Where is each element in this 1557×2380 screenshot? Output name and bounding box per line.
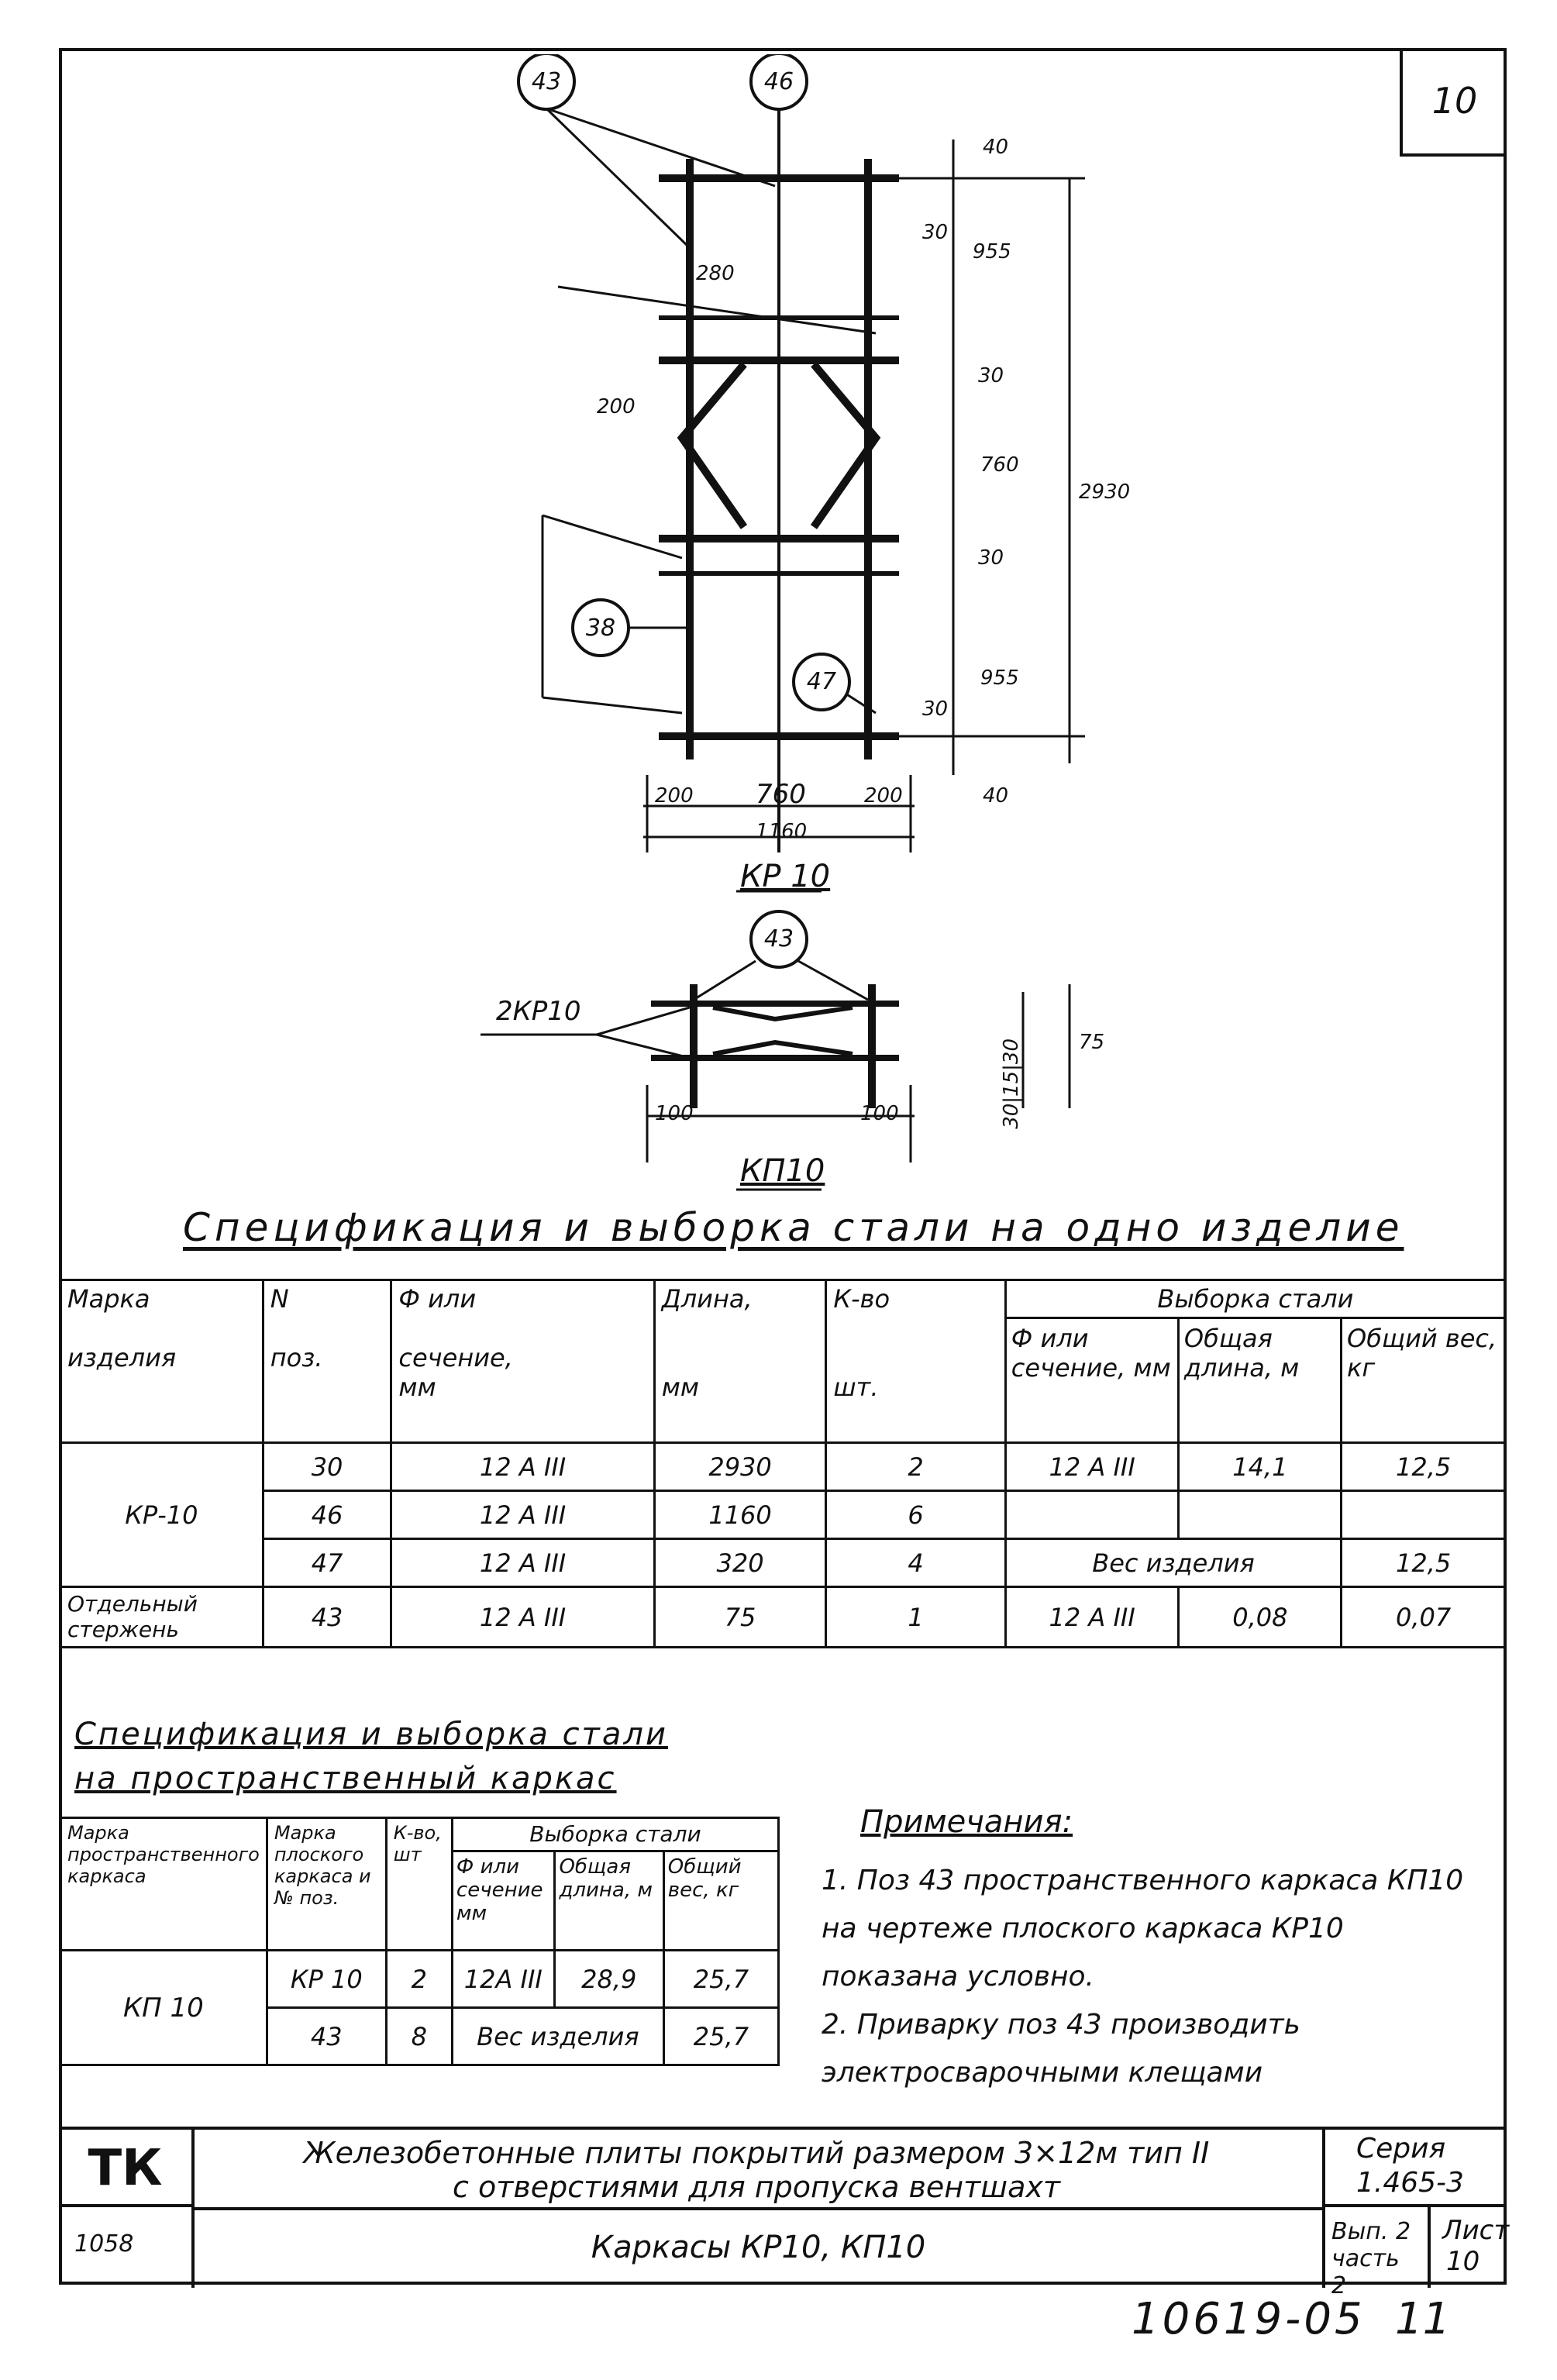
spec2-title-1: Спецификация и выборка стали [74, 1717, 668, 1752]
spec1-len: 75 [654, 1587, 826, 1648]
spec1-h-sel-len: Общая длина, м [1180, 1319, 1342, 1441]
spec2-w: 25,7 [663, 2008, 778, 2065]
spec1-h-len-2: мм [661, 1373, 699, 1402]
kp10-caption: КП10 [740, 1153, 825, 1189]
spec1-h-mark-2: изделия [67, 1343, 177, 1373]
dim-760-horizontal: 760 [756, 779, 806, 810]
spec1-h-selection [1005, 1280, 1505, 1443]
spec1-h-mark [60, 1280, 264, 1443]
spec2-row [60, 1951, 779, 2008]
stamp-issue: Вып. 2 часть 2 [1322, 2207, 1431, 2288]
stamp-sheet-title: Каркасы КР10, КП10 [591, 2230, 926, 2265]
spec2-weight-label: Вес изделия [452, 2008, 663, 2065]
spec2-table [59, 1817, 780, 2066]
spec1-h-qty [826, 1280, 1005, 1443]
dim-760-vertical: 760 [980, 453, 1019, 477]
spec1-h-phi-3: мм [398, 1373, 436, 1402]
stamp-code: 1058 [59, 2207, 195, 2288]
spec1-sel-len: 0,08 [1179, 1587, 1342, 1648]
spec1-sel-len [1179, 1491, 1342, 1539]
spec1-phi: 12 А III [391, 1443, 654, 1491]
stamp-title-2: с отверстиями для пропуска вентшахт [453, 2170, 1060, 2204]
dim-30-top: 30 [922, 221, 949, 244]
spec2-h-sel-len: Общая длина, м [556, 1852, 664, 1949]
notes [822, 1798, 1488, 2097]
spec1-phi: 12 А III [391, 1491, 654, 1539]
notes-heading: Примечания: [860, 1804, 1073, 1840]
spec2-mark-kp10: КП 10 [60, 1951, 267, 2065]
stamp-logo: ТК [59, 2130, 195, 2207]
dim-30-mid2: 30 [978, 546, 1004, 570]
dim-1160: 1160 [756, 820, 808, 843]
spec1-h-pos-1: N [270, 1284, 289, 1314]
callout-43: 43 [531, 68, 562, 95]
spec1-h-len-1: Длина, [661, 1284, 753, 1314]
spec1-h-sel-phi: Ф или сечение, мм [1007, 1319, 1180, 1441]
spec1-sel-len: 14,1 [1179, 1443, 1342, 1491]
spec2-phi: 12А III [452, 1951, 554, 2008]
spec1-sel-w: 12,5 [1342, 1443, 1506, 1491]
dim-2930: 2930 [1079, 480, 1131, 504]
spec1-qty: 4 [826, 1539, 1005, 1587]
dim-30-mid1: 30 [978, 364, 1004, 387]
spec1-len: 320 [654, 1539, 826, 1587]
kp10-label-2kr10: 2КР10 [496, 996, 581, 1027]
spec1-sel-phi: 12 А III [1005, 1587, 1179, 1648]
dim-280: 280 [696, 262, 735, 285]
stamp-list-label: Лист [1442, 2215, 1510, 2246]
stamp-title-1: Железобетонные плиты покрытий размером 3×12м тип II [303, 2136, 1210, 2170]
spec1-row [60, 1491, 1506, 1539]
spec1-pos: 47 [263, 1539, 391, 1587]
kr10-caption: КР 10 [740, 859, 831, 894]
spec1-pos: 30 [263, 1443, 391, 1491]
spec1-h-pos [263, 1280, 391, 1443]
spec1-h-sel: Выборка стали [1007, 1281, 1504, 1319]
spec1-phi: 12 А III [391, 1539, 654, 1587]
spec1-h-pos-2: поз. [270, 1343, 323, 1373]
spec1-header-row [60, 1280, 1506, 1443]
spec1-title: Спецификация и выборка стали на одно изделие [183, 1205, 1404, 1250]
callout-38: 38 [585, 615, 616, 642]
title-block [59, 2127, 1510, 2299]
spec2-h-flat: Марка плоского каркаса и № поз. [267, 1818, 386, 1951]
spec1-row [60, 1587, 1506, 1648]
spec2-flat: 43 [267, 2008, 386, 2065]
stamp-list-value: 10 [1446, 2246, 1480, 2277]
kp10-dim-100-left: 100 [655, 1102, 694, 1125]
spec1-h-sel-w: Общий вес, кг [1347, 1324, 1497, 1383]
footer-page: 11 [1395, 2294, 1451, 2344]
spec1-sel-phi [1005, 1491, 1179, 1539]
spec2-h-selection [452, 1818, 778, 1951]
spec2-h-mark: Марка пространственного каркаса [60, 1818, 267, 1951]
sheet-number-box: 10 [1400, 48, 1507, 157]
kp10-dim-75: 75 [1079, 1031, 1105, 1054]
spec2-h-sel-phi: Ф или сечение мм [453, 1852, 556, 1949]
spec1-sel-w: 0,07 [1342, 1587, 1506, 1648]
spec1-h-phi-2: сечение, [398, 1343, 513, 1373]
spec2-len: 28,9 [554, 1951, 663, 2008]
spec1-sel-phi: 12 А III [1005, 1443, 1179, 1491]
spec1-len: 1160 [654, 1491, 826, 1539]
spec1-table [59, 1279, 1507, 1648]
dim-40-top: 40 [983, 136, 1009, 159]
spec1-qty: 1 [826, 1587, 1005, 1648]
spec2-qty: 8 [386, 2008, 452, 2065]
spec1-qty: 2 [826, 1443, 1005, 1491]
callout-46: 46 [763, 68, 794, 95]
stamp-series-cell [1322, 2130, 1507, 2207]
dim-40-bottom: 40 [983, 784, 1009, 808]
spec2-h-qty: К-во, шт [386, 1818, 452, 1951]
spec1-row [60, 1539, 1506, 1587]
spec1-phi: 12 А III [391, 1587, 654, 1648]
spec1-h-phi-1: Ф или [398, 1284, 477, 1314]
dim-200-b1: 200 [655, 784, 694, 808]
spec2-w: 25,7 [663, 1951, 778, 2008]
footer-number: 10619-05 [1132, 2294, 1366, 2344]
spec1-h-qty-2: шт. [833, 1373, 879, 1402]
spec2-h-sel: Выборка стали [453, 1819, 777, 1852]
spec1-pos: 46 [263, 1491, 391, 1539]
note-1: 1. Поз 43 пространственного каркаса КП10 на чертеже плоского каркаса КР10 показана условно. [822, 1865, 1464, 1993]
spec2-flat: КР 10 [267, 1951, 386, 2008]
note-2: 2. Приварку поз 43 производить электросварочными клещами [822, 2009, 1300, 2089]
spec1-row [60, 1443, 1506, 1491]
spec1-mark-separate: Отдельный стержень [60, 1587, 264, 1648]
spec1-pos: 43 [263, 1587, 391, 1648]
kp10-callout-43: 43 [763, 925, 794, 952]
spec1-weight-label: Вес изделия [1005, 1539, 1341, 1587]
spec1-h-mark-1: Марка [67, 1284, 150, 1314]
stamp-series-value: 1.465-3 [1356, 2167, 1464, 2199]
dim-955-top: 955 [973, 240, 1011, 263]
spec1-h-len [654, 1280, 826, 1443]
callout-47: 47 [806, 668, 837, 695]
spec2-title-2: на пространственный каркас [74, 1761, 617, 1796]
spec2-h-sel-w: Общий вес, кг [667, 1855, 742, 1902]
dim-955-bottom: 955 [980, 666, 1019, 690]
spec1-len: 2930 [654, 1443, 826, 1491]
spec1-qty: 6 [826, 1491, 1005, 1539]
kp10-dim-100-right: 100 [860, 1102, 899, 1125]
dim-30-bottom: 30 [922, 697, 949, 721]
spec1-h-qty-1: К-во [833, 1284, 890, 1314]
dim-200-b2: 200 [864, 784, 903, 808]
spec1-sel-w [1342, 1491, 1506, 1539]
spec1-sel-w: 12,5 [1342, 1539, 1506, 1587]
kp10-dim-stack: 30|15|30 [1000, 1038, 1023, 1129]
spec2-qty: 2 [386, 1951, 452, 2008]
spec1-mark-kr10: КР-10 [60, 1443, 264, 1587]
spec1-h-phi [391, 1280, 654, 1443]
spec2-header-row [60, 1818, 779, 1951]
stamp-series-label: Серия [1356, 2133, 1446, 2165]
dim-200-left: 200 [597, 395, 636, 418]
